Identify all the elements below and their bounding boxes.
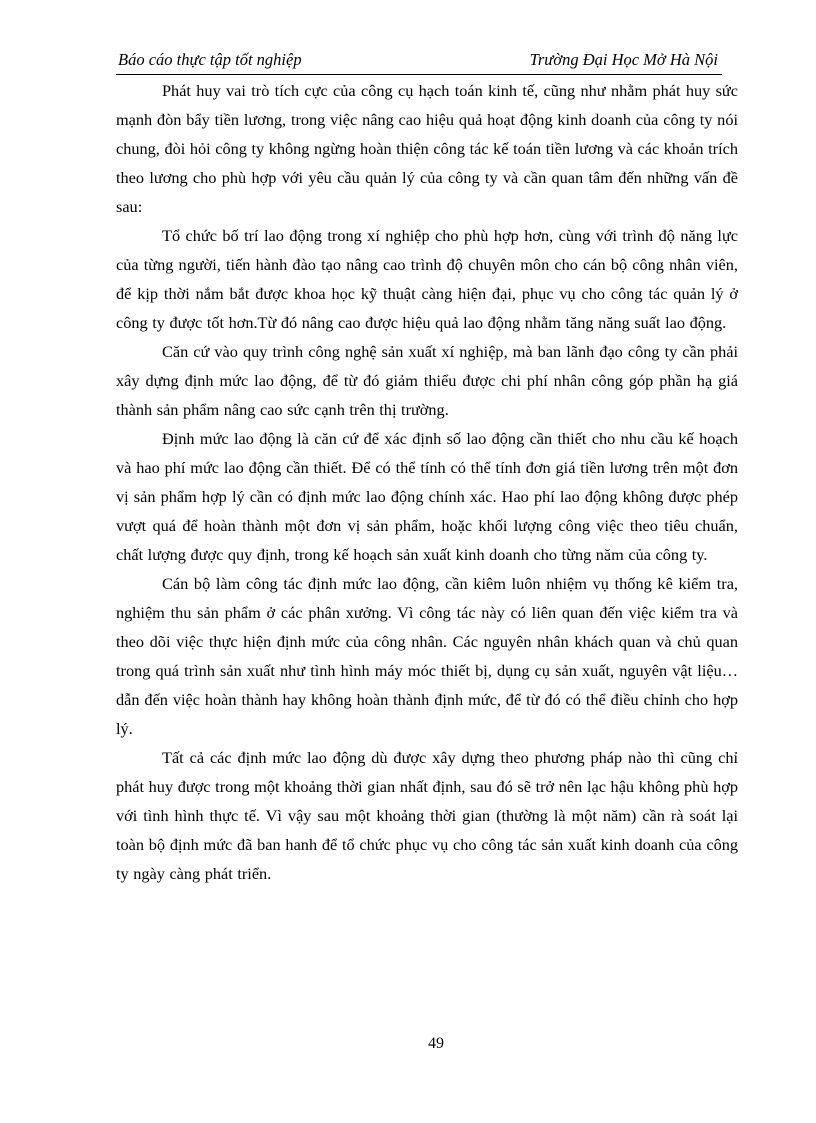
header-university-name: Trường Đại Học Mở Hà Nội (529, 50, 718, 69)
page-body (116, 76, 738, 888)
paragraph-2: Tổ chức bố trí lao động trong xí nghiệp cho phù hợp hơn, cùng với trình độ năng lực của từng người, tiến hành đào tạo nâng cao trình độ chuyên môn cho cán bộ công nhân viên, để kịp thời nắm bắt được khoa học kỹ thuật càng hiện đại, phục vụ cho công tác quản lý ở công ty được tốt hơn.Từ đó nâng cao được hiệu quả lao động nhằm tăng năng suất lao động. (116, 226, 738, 332)
page-footer (0, 1035, 816, 1053)
page-number: 49 (428, 1035, 444, 1052)
paragraph-1: Phát huy vai trò tích cực của công cụ hạch toán kinh tế, cũng như nhằm phát huy sức mạnh đòn bẩy tiền lương, trong việc nâng cao hiệu quả hoạt động kinh doanh của công ty nói chung, đòi hỏi công ty không ngừng hoàn thiện công tác kế toán tiền lương và các khoản trích theo lương cho phù hợp với yêu cầu quản lý của công ty và cần quan tâm đến những vấn đề sau: (116, 81, 738, 216)
header-report-title: Báo cáo thực tập tốt nghiệp (118, 50, 302, 69)
paragraph-3: Căn cứ vào quy trình công nghệ sản xuất xí nghiệp, mà ban lãnh đạo công ty cần phải xây dựng định mức lao động, để từ đó giảm thiểu được chi phí nhân công góp phần hạ giá thành sản phẩm nâng cao sức cạnh trên thị trường. (116, 342, 738, 419)
paragraph-6: Tất cả các định mức lao động dù được xây dựng theo phương pháp nào thì cũng chỉ phát huy được trong một khoảng thời gian nhất định, sau đó sẽ trở nên lạc hậu không phù hợp với tình hình thực tế. Vì vậy sau một khoảng thời gian (thường là một năm) cần rà soát lại toàn bộ định mức đã ban hanh để tổ chức phục vụ cho công tác sản xuất kinh doanh của công ty ngày càng phát triển. (116, 748, 738, 883)
paragraph-4: Định mức lao động là căn cứ để xác định số lao động cần thiết cho nhu cầu kế hoạch và hao phí mức lao động cần thiết. Để có thể tính có thể tính đơn giá tiền lương trên một đơn vị sản phẩm hợp lý cần có định mức lao động chính xác. Hao phí lao động không được phép vượt quá để hoàn thành một đơn vị sản phẩm, hoặc khối lượng công việc theo tiêu chuẩn, chất lượng được quy định, trong kế hoạch sản xuất kinh doanh cho từng năm của công ty. (116, 429, 738, 564)
page-header (116, 46, 722, 75)
paragraph-5: Cán bộ làm công tác định mức lao động, cần kiêm luôn nhiệm vụ thống kê kiểm tra, nghiệm thu sản phẩm ở các phân xưởng. Vì công tác này có liên quan đến việc kiểm tra và theo dõi việc thực hiện định mức của công nhân. Các nguyên nhân khách quan và chủ quan trong quá trình sản xuất như tình hình máy móc thiết bị, dụng cụ sản xuất, nguyên vật liệu… dẫn đến việc hoàn thành hay không hoàn thành định mức, để từ đó có thể điều chỉnh cho hợp lý. (116, 574, 738, 738)
